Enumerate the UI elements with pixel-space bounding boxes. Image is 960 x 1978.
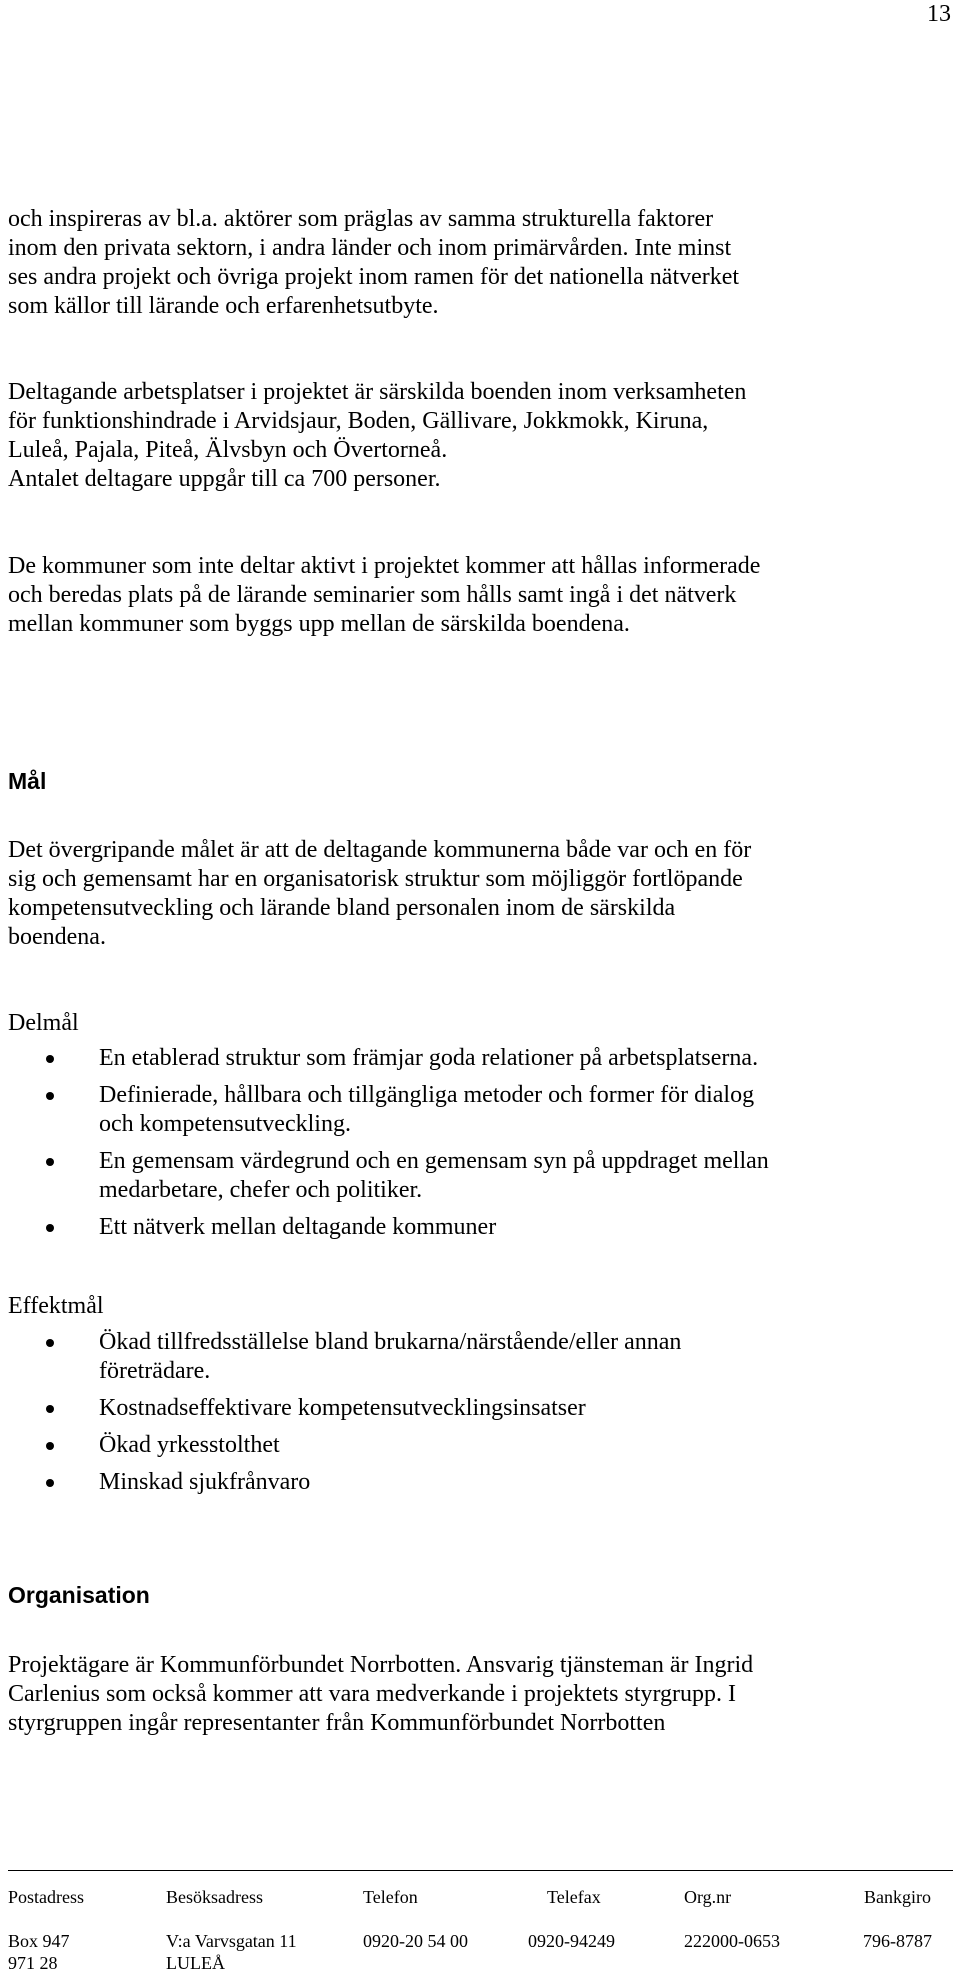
footer-header-bankgiro: Bankgiro [864,1887,931,1907]
effect-goals-list [0,1328,960,1505]
footer-postadress-line: 971 28 [8,1953,58,1973]
intro-line: ses andra projekt och övriga projekt inom ramen för det nationella nätverket [8,264,740,290]
footer-header-postadress: Postadress [8,1887,84,1907]
footer-besoksadress-line: LULEÅ [166,1953,225,1973]
footer-header-orgnr: Org.nr [684,1887,732,1907]
list-item: En gemensam värdegrund och en gemensam syn på uppdraget mellan medarbetare, chefer och politiker. [0,1147,960,1205]
intro-line: inom den privata sektorn, i andra länder och inom primärvården. Inte minst [8,235,732,261]
intro-line: som källor till lärande och erfarenhetsutbyte. [8,293,439,319]
list-item: Definierade, hållbara och tillgängliga metoder och former för dialog och kompetensutveckling. [0,1081,960,1139]
goal-line: Det övergripande målet är att de deltagande kommunerna både var och en för [8,837,752,863]
goal-line: boendena. [8,924,106,950]
footer-divider [8,1870,953,1871]
workplaces-line: Luleå, Pajala, Piteå, Älvsbyn och Övertorneå. [8,437,448,463]
subgoals-list [0,1044,960,1250]
list-item: Kostnadseffektivare kompetensutvecklingsinsatser [0,1394,960,1423]
list-item: Ett nätverk mellan deltagande kommuner [0,1213,960,1242]
footer-header-besoksadress: Besöksadress [166,1887,263,1907]
intro-paragraph [8,205,953,321]
goal-line: sig och gemensamt har en organisatorisk struktur som möjliggör fortlöpande [8,866,743,892]
municipalities-line: och beredas plats på de lärande seminarier som hålls samt ingå i det nätverk [8,582,737,608]
goal-heading: Mål [8,768,47,794]
goal-paragraph [8,836,953,952]
list-item: Ökad tillfredsställelse bland brukarna/närstående/eller annan företrädare. [0,1328,960,1386]
footer-orgnr: 222000-0653 [684,1931,780,1951]
list-item: En etablerad struktur som främjar goda relationer på arbetsplatserna. [0,1044,960,1073]
effect-goals-heading: Effektmål [8,1293,104,1319]
intro-line: och inspireras av bl.a. aktörer som präglas av samma strukturella faktorer [8,206,714,232]
municipalities-paragraph [8,552,953,639]
footer-telefax: 0920-94249 [528,1931,615,1951]
municipalities-line: mellan kommuner som byggs upp mellan de särskilda boendena. [8,611,630,637]
page-number: 13 [927,1,951,27]
list-item: Ökad yrkesstolthet [0,1431,960,1460]
workplaces-line: Antalet deltagare uppgår till ca 700 personer. [8,466,441,492]
municipalities-line: De kommuner som inte deltar aktivt i projektet kommer att hållas informerade [8,553,761,579]
footer-besoksadress-line: V:a Varvsgatan 11 [166,1931,297,1951]
footer-header-telefon: Telefon [363,1887,418,1907]
workplaces-line: för funktionshindrade i Arvidsjaur, Boden, Gällivare, Jokkmokk, Kiruna, [8,408,709,434]
footer [0,1886,960,1976]
organisation-line: Carlenius som också kommer att vara medverkande i projektets styrgrupp. I [8,1681,737,1707]
footer-bankgiro: 796-8787 [863,1931,932,1951]
list-item: Minskad sjukfrånvaro [0,1468,960,1497]
footer-header-telefax: Telefax [547,1887,601,1907]
footer-telefon: 0920-20 54 00 [363,1931,468,1951]
subgoals-heading: Delmål [8,1010,79,1036]
workplaces-paragraph [8,378,953,494]
organisation-heading: Organisation [8,1582,150,1608]
goal-line: kompetensutveckling och lärande bland personalen inom de särskilda [8,895,676,921]
organisation-line: Projektägare är Kommunförbundet Norrbotten. Ansvarig tjänsteman är Ingrid [8,1652,754,1678]
organisation-paragraph [8,1651,953,1738]
footer-postadress-line: Box 947 [8,1931,70,1951]
workplaces-line: Deltagande arbetsplatser i projektet är särskilda boenden inom verksamheten [8,379,747,405]
organisation-line: styrgruppen ingår representanter från Kommunförbundet Norrbotten [8,1710,666,1736]
